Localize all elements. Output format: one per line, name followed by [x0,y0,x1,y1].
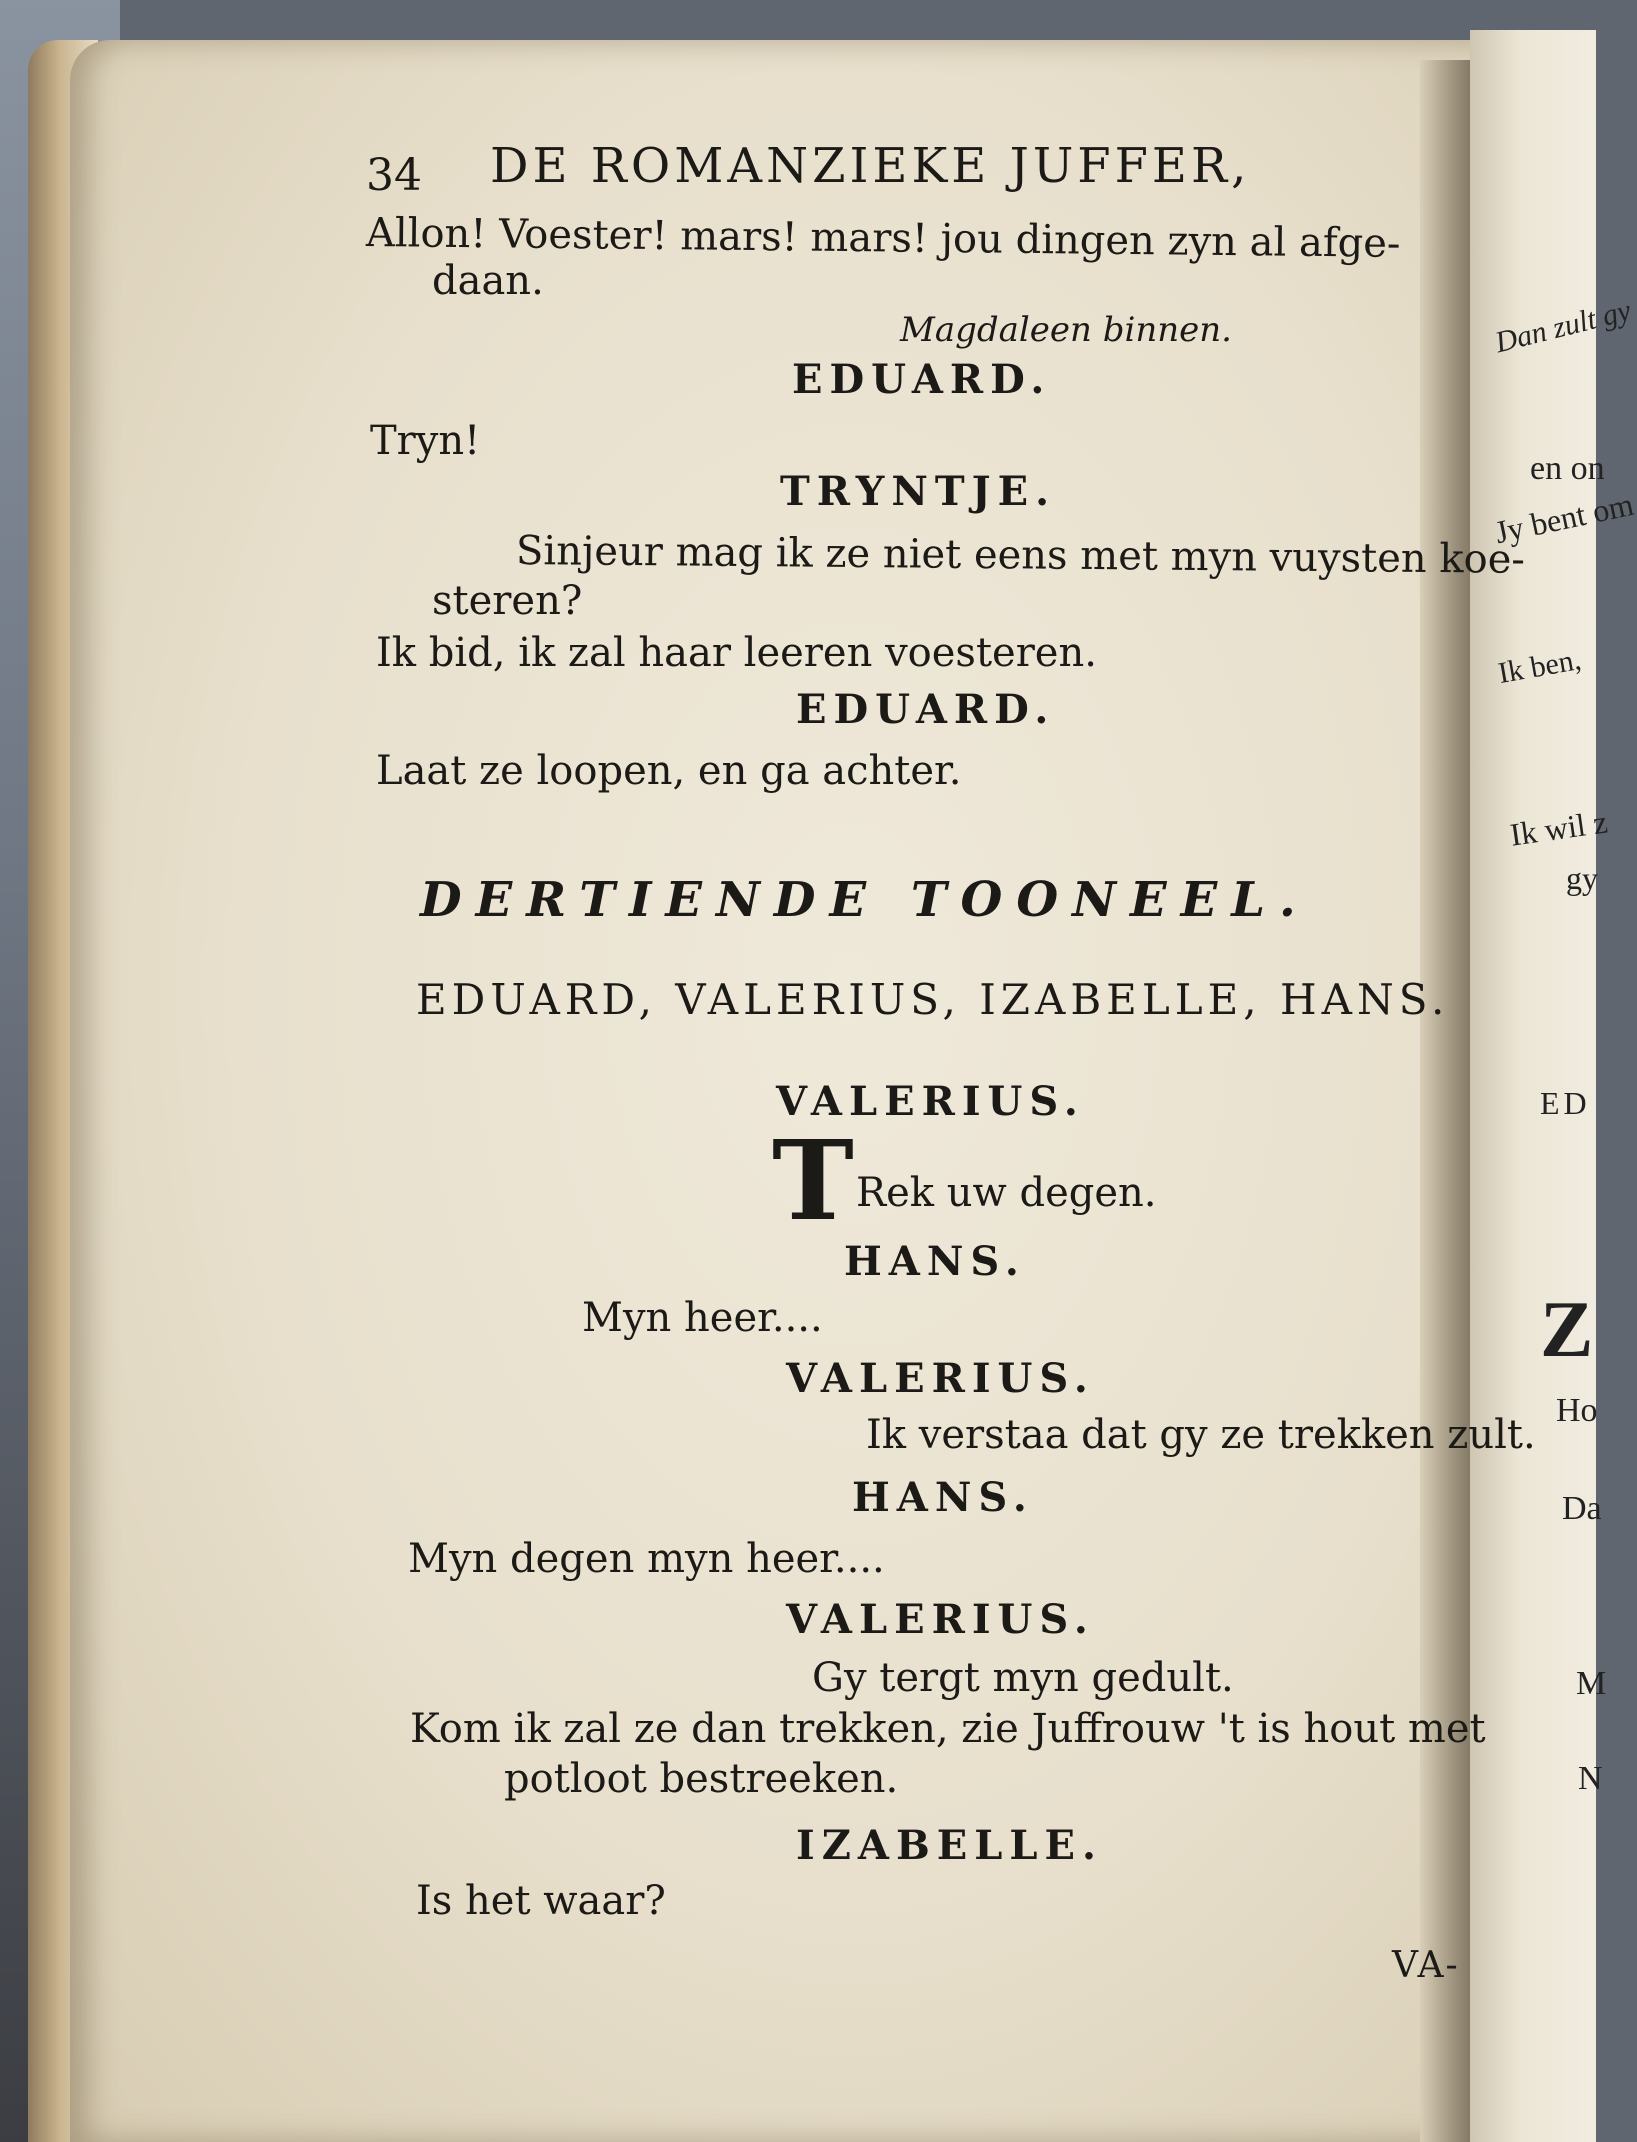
text-line: Is het waar? [416,1878,666,1924]
speaker-label: VALERIUS. [776,1078,1085,1125]
text-line: steren? [432,578,583,624]
facing-line: M [1576,1665,1607,1702]
text-line: Tryn! [370,418,481,464]
facing-line: Z [1540,1286,1594,1374]
speaker-label: HANS. [852,1474,1034,1521]
speaker-label: TRYNTJE. [780,468,1056,515]
facing-line: Ho [1556,1392,1598,1429]
facing-line: Jy bent om [1491,485,1637,551]
text-line: Laat ze loopen, en ga achter. [376,748,962,794]
speaker-label: VALERIUS. [786,1596,1095,1643]
scene-title: DERTIENDE TOONEEL. [420,872,1310,928]
speaker-label: HANS. [844,1238,1026,1285]
page-number: 34 [366,150,422,201]
running-head: DE ROMANZIEKE JUFFER, [490,138,1251,194]
text-line: Rek uw degen. [856,1170,1157,1216]
text-line: Ik bid, ik zal haar leeren voesteren. [376,630,1097,676]
facing-line: ED [1540,1085,1591,1121]
text-line: Allon! Voester! mars! mars! jou dingen zyn al afge- [365,210,1401,267]
facing-line: Da [1562,1490,1602,1527]
facing-line: N [1578,1760,1603,1797]
text-line: Gy tergt myn gedult. [812,1655,1234,1701]
text-line: potloot bestreeken. [504,1756,899,1802]
text-line: daan. [432,258,544,304]
text-line: Kom ik zal ze dan trekken, zie Juffrouw 't is hout met [410,1706,1486,1752]
text-line: Ik verstaa dat gy ze trekken zult. [866,1412,1536,1458]
facing-line: gy [1566,860,1598,896]
text-line: Sinjeur mag ik ze niet eens met myn vuysten koe- [515,528,1526,583]
text-line: Myn heer.... [582,1295,823,1341]
text-line: Myn degen myn heer.... [408,1536,885,1582]
speaker-label: EDUARD. [796,686,1056,733]
stage-direction: Magdaleen binnen. [900,310,1232,350]
facing-line: en on [1530,450,1605,487]
facing-line: Ik wil z [1507,803,1610,853]
speaker-label: VALERIUS. [786,1355,1095,1402]
drop-cap: T [772,1116,854,1245]
speaker-label: EDUARD. [792,356,1052,403]
facing-line: Ik ben, [1495,643,1584,690]
cast-list: EDUARD, VALERIUS, IZABELLE, HANS. [416,975,1450,1024]
catchword: VA- [1392,1945,1460,1986]
facing-line: Dan zult gy [1491,293,1635,360]
facing-page [1470,30,1637,2142]
speaker-label: IZABELLE. [796,1822,1103,1869]
